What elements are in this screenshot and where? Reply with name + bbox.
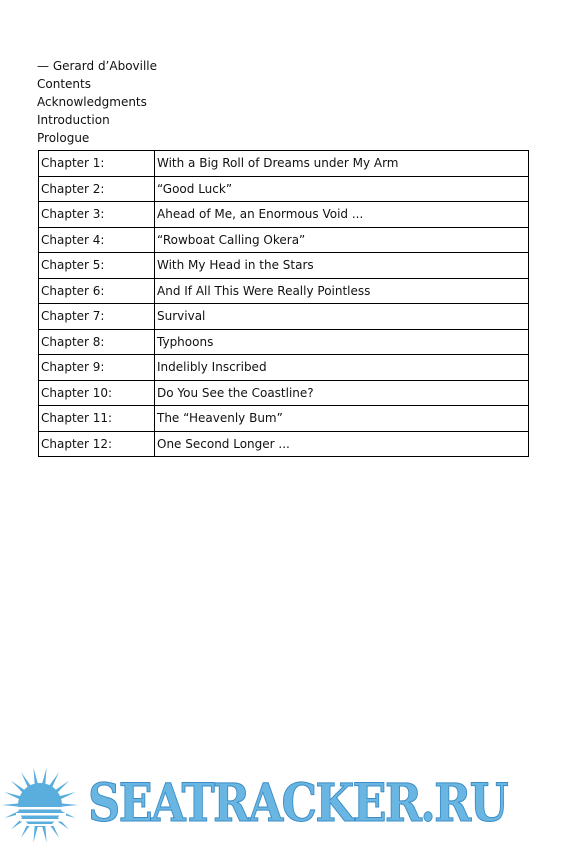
- chapter-number: Chapter 10:: [39, 380, 155, 406]
- chapter-title[interactable]: And If All This Were Really Pointless: [155, 278, 529, 304]
- table-row[interactable]: [39, 227, 529, 253]
- table-row[interactable]: [39, 406, 529, 432]
- chapter-number: Chapter 3:: [39, 202, 155, 228]
- sun-ray: [60, 803, 78, 807]
- front-matter: [37, 57, 157, 147]
- table-row[interactable]: [39, 151, 529, 177]
- chapter-title[interactable]: Do You See the Coastline?: [155, 380, 529, 406]
- sun-ray: [42, 824, 47, 842]
- table-row[interactable]: [39, 202, 529, 228]
- chapter-number: Chapter 9:: [39, 355, 155, 381]
- sun-over-sea-icon: [2, 768, 78, 843]
- chapter-number: Chapter 5:: [39, 253, 155, 279]
- acknowledgments-link[interactable]: Acknowledgments: [37, 95, 147, 109]
- chapter-number: Chapter 2:: [39, 176, 155, 202]
- chapter-title[interactable]: Indelibly Inscribed: [155, 355, 529, 381]
- chapter-title[interactable]: The “Heavenly Bum”: [155, 406, 529, 432]
- chapter-title[interactable]: With a Big Roll of Dreams under My Arm: [155, 151, 529, 177]
- introduction-link[interactable]: Introduction: [37, 113, 110, 127]
- chapter-title[interactable]: “Rowboat Calling Okera”: [155, 227, 529, 253]
- epigraph-attribution: — Gerard d’Aboville: [37, 59, 158, 73]
- chapter-number: Chapter 12:: [39, 431, 155, 457]
- chapter-title[interactable]: Survival: [155, 304, 529, 330]
- chapter-title[interactable]: One Second Longer ...: [155, 431, 529, 457]
- chapter-number: Chapter 11:: [39, 406, 155, 432]
- table-row[interactable]: [39, 431, 529, 457]
- watermark-text: SEATRACKER.RU: [88, 773, 507, 834]
- sun-ray: [33, 824, 38, 842]
- table-row[interactable]: [39, 355, 529, 381]
- chapter-title[interactable]: With My Head in the Stars: [155, 253, 529, 279]
- chapter-title[interactable]: Typhoons: [155, 329, 529, 355]
- sun-ray: [2, 803, 20, 807]
- chapter-number: Chapter 8:: [39, 329, 155, 355]
- sun-ray: [42, 768, 47, 786]
- table-row[interactable]: [39, 253, 529, 279]
- chapter-number: Chapter 6:: [39, 278, 155, 304]
- table-row[interactable]: [39, 304, 529, 330]
- chapter-number: Chapter 7:: [39, 304, 155, 330]
- prologue-link[interactable]: Prologue: [37, 131, 90, 145]
- table-row[interactable]: [39, 380, 529, 406]
- chapter-number: Chapter 1:: [39, 151, 155, 177]
- chapter-number: Chapter 4:: [39, 227, 155, 253]
- chapter-title[interactable]: Ahead of Me, an Enormous Void ...: [155, 202, 529, 228]
- table-row[interactable]: [39, 329, 529, 355]
- table-row[interactable]: [39, 176, 529, 202]
- chapter-title[interactable]: “Good Luck”: [155, 176, 529, 202]
- contents-link[interactable]: Contents: [37, 77, 91, 91]
- table-of-contents: [38, 150, 529, 457]
- table-row[interactable]: [39, 278, 529, 304]
- sun-ray: [33, 768, 38, 786]
